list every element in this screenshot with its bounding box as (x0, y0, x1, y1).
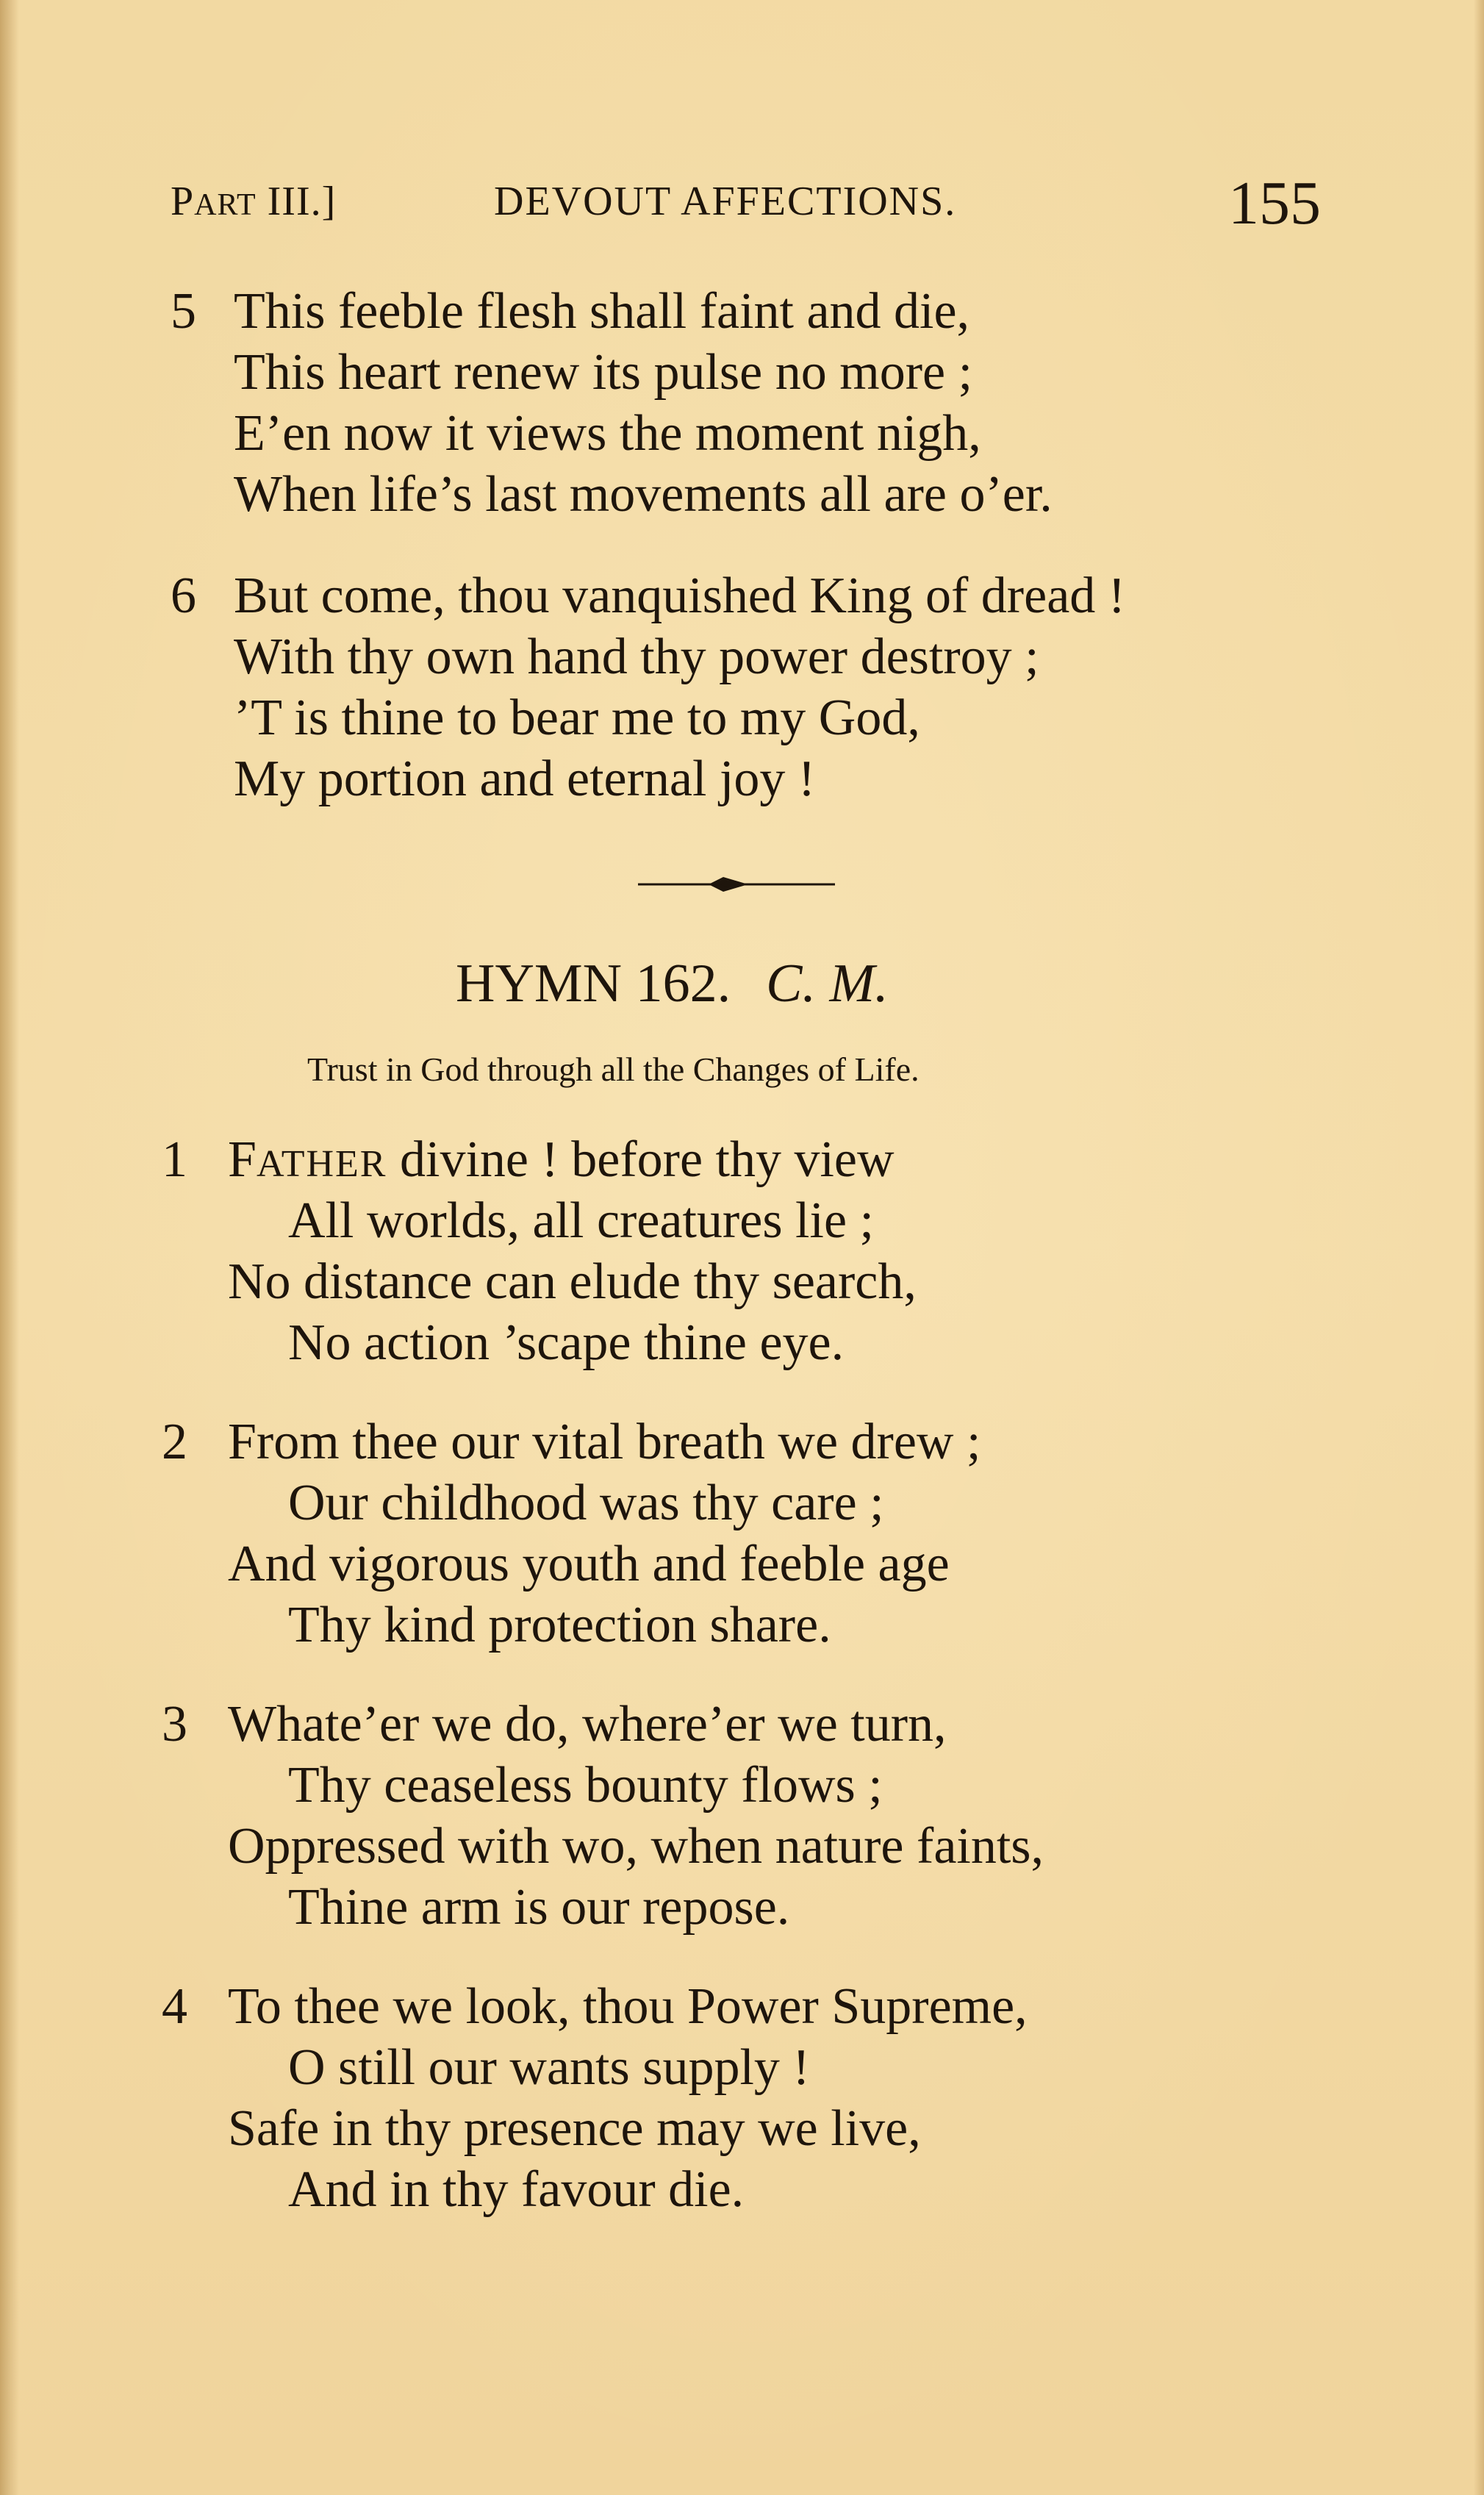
verse-line: Thine arm is our repose. (288, 1879, 790, 1936)
verse-number: 6 (171, 568, 196, 624)
verse-line: All worlds, all creatures lie ; (288, 1192, 874, 1249)
verse-line: No action ’scape thine eye. (288, 1314, 845, 1371)
verse-line: My portion and eternal joy ! (234, 751, 816, 807)
verse-line: Thy ceaseless bounty flows ; (288, 1757, 883, 1814)
verse-line: Safe in thy presence may we live, (228, 2100, 921, 2157)
verse-line: Oppressed with wo, when nature faints, (228, 1818, 1044, 1875)
hymn-meter: C. M. (766, 953, 889, 1014)
running-header (171, 168, 1321, 237)
verse-number: 1 (162, 1131, 187, 1188)
page-number: 155 (1228, 169, 1321, 237)
hymn-number: HYMN 162. (456, 953, 731, 1014)
page-left-edge (0, 0, 19, 2495)
hymn-title (456, 953, 889, 1015)
header-part: PART III.] (171, 179, 337, 224)
page-right-edge (1474, 0, 1484, 2495)
verse-line: E’en now it views the moment nigh, (234, 405, 981, 462)
verse-line: No distance can elude thy search, (228, 1253, 917, 1310)
verse-line: But come, thou vanquished King of dread ! (234, 568, 1126, 624)
verse-line: O still our wants supply ! (288, 2039, 810, 2096)
verse-line: Thy kind protection share. (288, 1597, 831, 1653)
verse-line: Our childhood was thy care ; (288, 1475, 884, 1531)
verse-number: 5 (171, 283, 196, 340)
verse-line: And in thy favour die. (288, 2161, 745, 2218)
verse-line: ’T is thine to bear me to my God, (234, 690, 920, 746)
verse-line: FATHER divine ! before thy view (228, 1131, 895, 1188)
ornament-divider (638, 872, 835, 897)
verse-number: 2 (162, 1414, 187, 1470)
verse-line: With thy own hand thy power destroy ; (234, 629, 1039, 685)
verse-line: This heart renew its pulse no more ; (234, 344, 973, 401)
verse-line: This feeble flesh shall faint and die, (234, 283, 970, 340)
verse-line: To thee we look, thou Power Supreme, (228, 1978, 1028, 2035)
verse-line: When life’s last movements all are o’er. (234, 466, 1053, 523)
hymn-subtitle: Trust in God through all the Changes of Life. (307, 1050, 920, 1088)
verse-number: 4 (162, 1978, 187, 2035)
verse-line: And vigorous youth and feeble age (228, 1536, 950, 1592)
verse-line: From thee our vital breath we drew ; (228, 1414, 981, 1470)
header-section-title: DEVOUT AFFECTIONS. (494, 179, 957, 224)
verse-number: 3 (162, 1696, 187, 1753)
verse-line: Whate’er we do, where’er we turn, (228, 1696, 947, 1753)
